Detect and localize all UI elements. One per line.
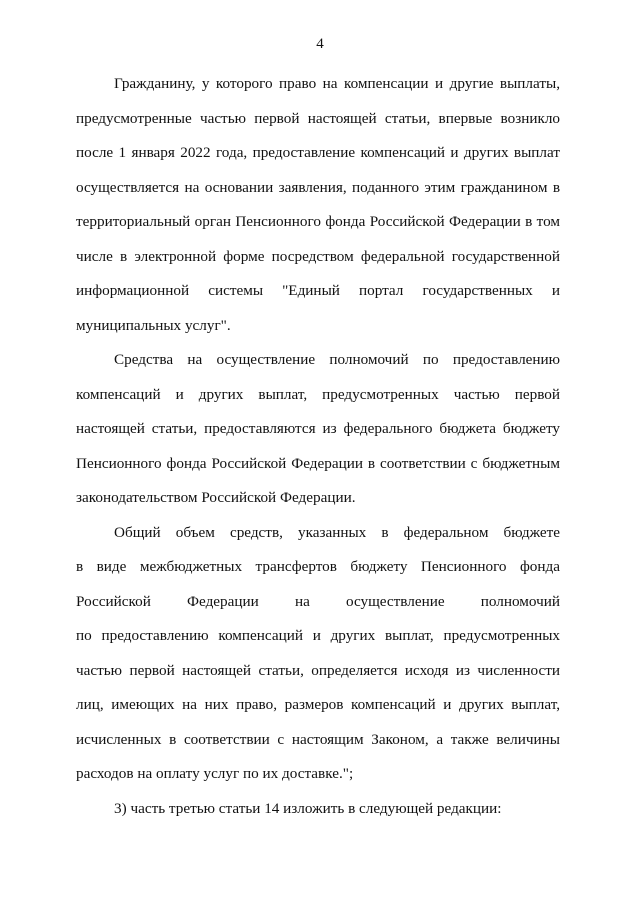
text-line: числе в электронной форме посредством федеральной государственной bbox=[76, 247, 560, 265]
page-number: 4 bbox=[316, 36, 324, 52]
text-line: 3) часть третью статьи 14 изложить в следующей редакции: bbox=[114, 799, 502, 817]
text-line: настоящей статьи, предоставляются из федерального бюджета бюджету bbox=[76, 420, 560, 437]
text-line: расходов на оплату услуг по их доставке."; bbox=[76, 765, 354, 782]
text-line: Гражданину, у которого право на компенсации и другие выплаты, bbox=[114, 75, 560, 92]
paragraph-4 bbox=[76, 792, 560, 827]
text-line: осуществляется на основании заявления, поданного этим гражданином в bbox=[76, 178, 560, 196]
text-line: территориальный орган Пенсионного фонда Российской Федерации в том bbox=[76, 213, 560, 230]
text-line: Российской Федерации на осуществление полномочий bbox=[76, 592, 560, 610]
text-line: после 1 января 2022 года, предоставление компенсаций и других выплат bbox=[76, 144, 560, 161]
text-line: Общий объем средств, указанных в федеральном бюджете bbox=[114, 523, 560, 541]
text-line: лиц, имеющих на них право, размеров компенсаций и других выплат, bbox=[76, 696, 560, 713]
text-line: компенсаций и других выплат, предусмотренных частью первой bbox=[76, 385, 560, 403]
paragraph-1 bbox=[76, 67, 560, 343]
text-line: информационной системы "Единый портал государственных и bbox=[76, 282, 560, 299]
text-line: исчисленных в соответствии с настоящим Законом, а также величины bbox=[76, 730, 560, 748]
paragraph-2 bbox=[76, 343, 560, 516]
document-body bbox=[76, 67, 560, 826]
text-line: законодательством Российской Федерации. bbox=[76, 489, 356, 506]
text-line: муниципальных услуг". bbox=[76, 316, 231, 334]
text-line: Средства на осуществление полномочий по предоставлению bbox=[114, 351, 560, 368]
text-line: предусмотренные частью первой настоящей статьи, впервые возникло bbox=[76, 109, 560, 127]
text-line: частью первой настоящей статьи, определяется исходя из численности bbox=[76, 661, 560, 679]
text-line: в виде межбюджетных трансфертов бюджету Пенсионного фонда bbox=[76, 558, 560, 575]
text-line: Пенсионного фонда Российской Федерации в соответствии с бюджетным bbox=[76, 454, 560, 472]
paragraph-3 bbox=[76, 516, 560, 792]
text-line: по предоставлению компенсаций и других выплат, предусмотренных bbox=[76, 627, 560, 644]
